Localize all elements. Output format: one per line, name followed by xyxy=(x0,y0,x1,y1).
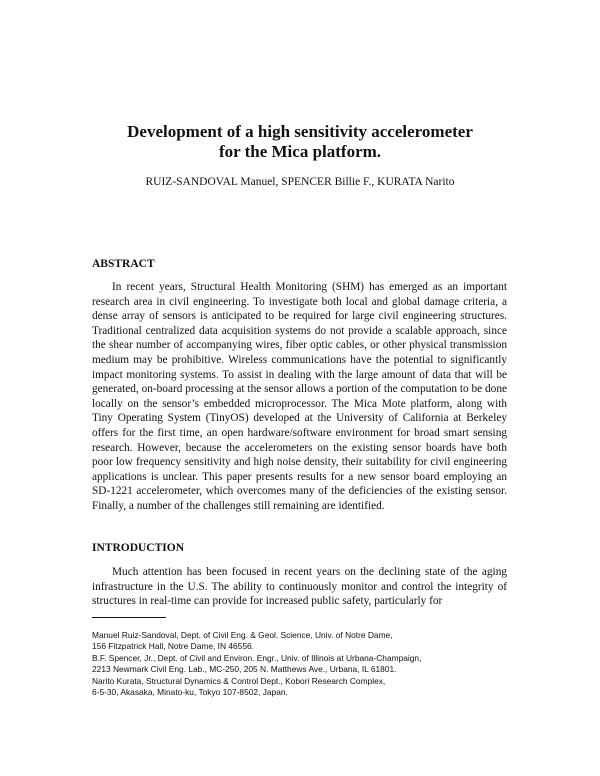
footnote-line: Narito Kurata, Structural Dynamics & Control Dept., Kobori Research Complex, xyxy=(92,675,386,686)
footnote-line: 6-5-30, Akasaka, Minato-ku, Tokyo 107-8502, Japan. xyxy=(92,687,288,698)
footnote-line: 156 Fitzpatrick Hall, Notre Dame, IN 46556. xyxy=(92,641,254,652)
footnote-separator xyxy=(92,617,166,618)
paper-title xyxy=(60,122,540,162)
footnote-line: B.F. Spencer, Jr., Dept. of Civil and Environ. Engr., Univ. of Illinois at Urbana-Champaign, xyxy=(92,652,422,663)
author-list: RUIZ-SANDOVAL Manuel, SPENCER Billie F., KURATA Narito xyxy=(145,176,455,188)
footnote-line: Manuel Ruiz-Sandoval, Dept. of Civil Eng. & Geol. Science, Univ. of Notre Dame, xyxy=(92,630,393,640)
footnotes xyxy=(92,630,512,698)
footnote-line: 2213 Newmark Civil Eng. Lab., MC-250, 205 N. Matthews Ave., Urbana, IL 61801. xyxy=(92,664,397,675)
abstract-heading: ABSTRACT xyxy=(92,258,155,270)
title-line-2: for the Mica platform. xyxy=(218,142,382,161)
title-line-1: Development of a high sensitivity accelerometer xyxy=(127,122,473,141)
abstract-text: In recent years, Structural Health Monitoring (SHM) has emerged as an important research area in civil engineering. To investigate both local and global damage criteria, a dense array of sensors is anticipated to be required for large civil engineering structures. Traditional centralized data acquisition systems do not provide a scalable approach, since the shear number of accompanying wires, fiber optic cables, or other physical transmission medium may be prohibitive. Wireless communications have the potential to significantly impact monitoring systems. To assist in dealing with the large amount of data that will be generated, on-board processing at the sensor allows a portion of the computation to be done locally on the sensor’s embedded microprocessor. The Mica Mote platform, along with Tiny Operating System (TinyOS) developed at the University of California at Berkeley offers for the first time, an open hardware/software environment for broad smart sensing research. However, because the accelerometers on the existing sensor boards have both poor low frequency sensitivity and high noise density, their suitability for civil engineering applications is unclear. This paper presents results for a new sensor board employing an SD-1221 accelerometer, which overcomes many of the deficiencies of the existing sensor. Finally, a number of the challenges still remaining are identified. xyxy=(92,281,507,512)
introduction-heading: INTRODUCTION xyxy=(92,542,185,554)
introduction-text: Much attention has been focused in recent years on the declining state of the aging infrastructure in the U.S. The ability to continuously monitor and control the integrity of structures in real-time can provide for increased public safety, particularly for xyxy=(92,566,507,608)
